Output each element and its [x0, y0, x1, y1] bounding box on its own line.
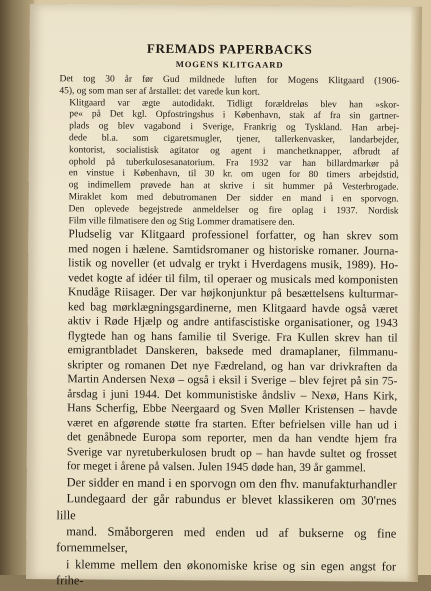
text-line: Knudåge Riisager. Der var højkonjunktur på besættelsens kulturmar- — [67, 285, 399, 301]
text-line: årsdag i juni 1944. Det kommunistiske åndsliv – Nexø, Hans Kirk, — [67, 387, 398, 403]
text-line: mand. Småborgeren med enden ud af bukserne og fine fornemmelser, — [56, 524, 397, 556]
text-line: listik og noveller (et udvalg er trykt i Hverdagens musik, 1989). Ho- — [68, 256, 399, 272]
text-line: Hans Scherfig, Ebbe Neergaard og Sven Møller Kristensen – havde — [67, 401, 398, 417]
paragraph-biography — [58, 98, 399, 230]
page-content — [56, 40, 400, 591]
text-line: i klemme mellem den økonomiske krise og sin egen angst for frihe- — [55, 557, 397, 588]
text-line: Miraklet kom med debutromanen Der sidder en mand i en sporvogn. — [68, 192, 399, 205]
text-line: Klitgaard var ægte autodidakt. Tidligt forældreløs blev han »skor- — [69, 97, 400, 111]
text-line: skripter og romanen Det nye Fædreland, og han var drivkraften da — [67, 358, 398, 374]
text-line: det genåbnede Europa som reporter, men da han vendte hjem fra — [66, 430, 398, 446]
text-line: pe« på Det kgl. Opfostringshus i København, stak af fra sin gartner- — [69, 109, 400, 122]
text-line: Den oplevede begejstrede anmeldelser og fire oplag i 1937. Nordisk — [68, 204, 399, 217]
text-line: kontorist, socialistisk agitator og agent i manchetknapper, afbrudt af — [68, 145, 400, 158]
text-line: plads og blev vagabond i Sverige, Frankrig og Tyskland. Han arbej- — [69, 121, 400, 134]
page-edge — [406, 7, 422, 582]
text-line: Lundegaard der går rabundus er blevet klassikeren om 30'rnes lille — [56, 491, 397, 523]
text-line: for meget i årene på valsen. Julen 1945 døde han, 39 år gammel. — [66, 459, 366, 475]
text-line: flygtede han og hans familie til Sverige. Fra Kullen skrev han til — [67, 329, 398, 345]
text-line: emigrantbladet Danskeren, baksede med dramaplaner, filmmanu- — [67, 343, 398, 359]
text-line: Pludselig var Klitgaard professionel forfatter, og han skrev som — [68, 227, 399, 243]
text-line: Der sidder en mand i en sporvogn om den fhv. manufakturhandler — [66, 475, 397, 492]
text-line: og indimellem prøvede han at skrive i sit hummer på Vesterbrogade. — [68, 180, 399, 193]
text-line: været en afgørende støtte fra starten. Efter befrielsen ville han ud i — [67, 416, 398, 432]
text-line: med nogen i hælene. Samtidsromaner og historiske romaner. Journa- — [68, 242, 399, 258]
text-line: ophold på tuberkulosesanatorium. Fra 1932 var han billardmarkør på — [68, 156, 399, 170]
paragraph-career — [57, 228, 399, 477]
text-line: ked bag mørklægningsgardinerne, men Klitgaard havde også været — [67, 300, 398, 316]
text-line: Film ville filmatisere den og Stig Lommer dramatisere den. — [68, 215, 295, 228]
text-line: Martin Andersen Nexø – også i eksil i Sverige – blev fejret på sin 75- — [67, 372, 398, 388]
text-line: 45), og som man ser af årstallet: det varede kun kort. — [59, 86, 260, 98]
text-line: Det tog 30 år før Gud mildnede luften for Mogens Klitgaard (1906- — [59, 74, 400, 87]
author-name: MOGENS KLITGAARD — [175, 59, 284, 70]
text-line: en vinstue i København, til 30 kr. om ugen for 80 timers arbejdstid, — [68, 168, 399, 181]
text-line: aktiv i Røde Hjælp og andre antifascistiske organisationer, og 1943 — [67, 314, 398, 330]
paragraph-novel — [56, 474, 397, 591]
text-line: Sverige var nyretuberkulosen brudt op – han havde sultet og frosset — [66, 445, 397, 461]
book-page — [26, 4, 422, 588]
paragraph-intro — [59, 74, 399, 100]
text-line: vedet kogte af idéer til film, til operaer og musicals med komponisten — [68, 271, 399, 287]
text-line: dede bl.a. som cigaretsmugler, tjener, tallerkenvasker, landarbejder, — [69, 133, 400, 146]
page-title: FREMADS PAPERBACKS — [146, 40, 313, 57]
